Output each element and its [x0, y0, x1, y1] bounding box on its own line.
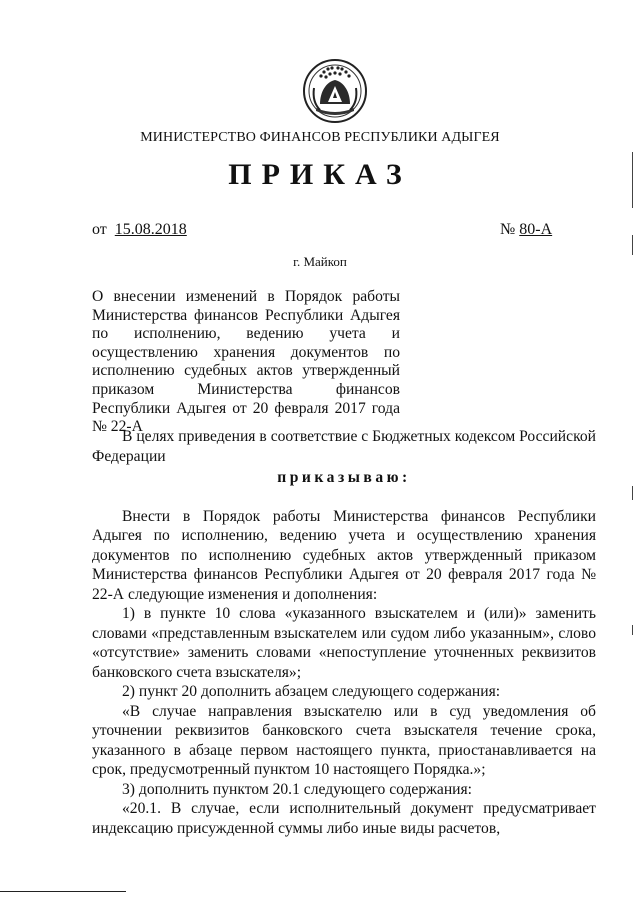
- city: г. Майкоп: [293, 254, 347, 269]
- document-date: [92, 221, 187, 239]
- document-title: ПРИКАЗ: [228, 158, 412, 191]
- paragraph: 3) дополнить пунктом 20.1 следующего содержания:: [122, 780, 473, 798]
- paragraph: Внести в Порядок работы Министерства финансов Республики Адыгея по исполнению, ведению учета и осуществлению хранения документов по исполнению судебных актов утвержденный приказом Министерства финансов Республики Адыгея от 20 февраля 2017 года № 22-А следующие изменения и дополнения:: [92, 507, 596, 603]
- scan-mark: [632, 235, 633, 255]
- date-prefix: от: [92, 221, 107, 238]
- number-value: 80-А: [519, 221, 553, 238]
- scan-mark: [632, 152, 633, 208]
- coat-of-arms-emblem: [302, 58, 368, 124]
- paragraph: 1) в пункте 10 слова «указанного взыскателем и (или)» заменить словами «представленным взыскателем или судом либо указанным», слово «отсутствие» заменить словами «непоступление уточненных реквизитов банковского счета взыскателя»;: [92, 605, 596, 681]
- scan-mark: [632, 625, 633, 635]
- document-number: [500, 221, 552, 239]
- paragraph: 2) пункт 20 дополнить абзацем следующего содержания:: [122, 683, 501, 700]
- subject-block: О внесении изменений в Порядок работы Министерства финансов Республики Адыгея по исполнению, ведению учета и осуществлению хранения документов по исполнению судебных актов утвержденный приказом Министерства финансов Республики Адыгея от 20 февраля 2017 года № 22-А: [92, 288, 400, 436]
- preamble: В целях приведения в соответствие с Бюджетных кодексом Российской Федерации: [92, 428, 596, 465]
- paragraph: «В случае направления взыскателю или в суд уведомления об уточнении реквизитов банковского счета взыскателя течение срока, указанного в абзаце первом настоящего пункта, приостанавливается на срок, предусмотренный пунктом 10 настоящего Порядка.»;: [92, 702, 596, 778]
- body-text: [92, 427, 596, 838]
- scan-mark: [632, 486, 633, 500]
- paragraph: «20.1. В случае, если исполнительный документ предусматривает индексацию присужденной суммы либо иные виды расчетов,: [92, 800, 596, 837]
- number-prefix: №: [500, 221, 516, 238]
- order-word: приказываю:: [277, 469, 411, 486]
- date-value: 15.08.2018: [114, 221, 187, 238]
- bottom-rule: [0, 891, 126, 892]
- ministry-name: МИНИСТЕРСТВО ФИНАНСОВ РЕСПУБЛИКИ АДЫГЕЯ: [140, 130, 500, 145]
